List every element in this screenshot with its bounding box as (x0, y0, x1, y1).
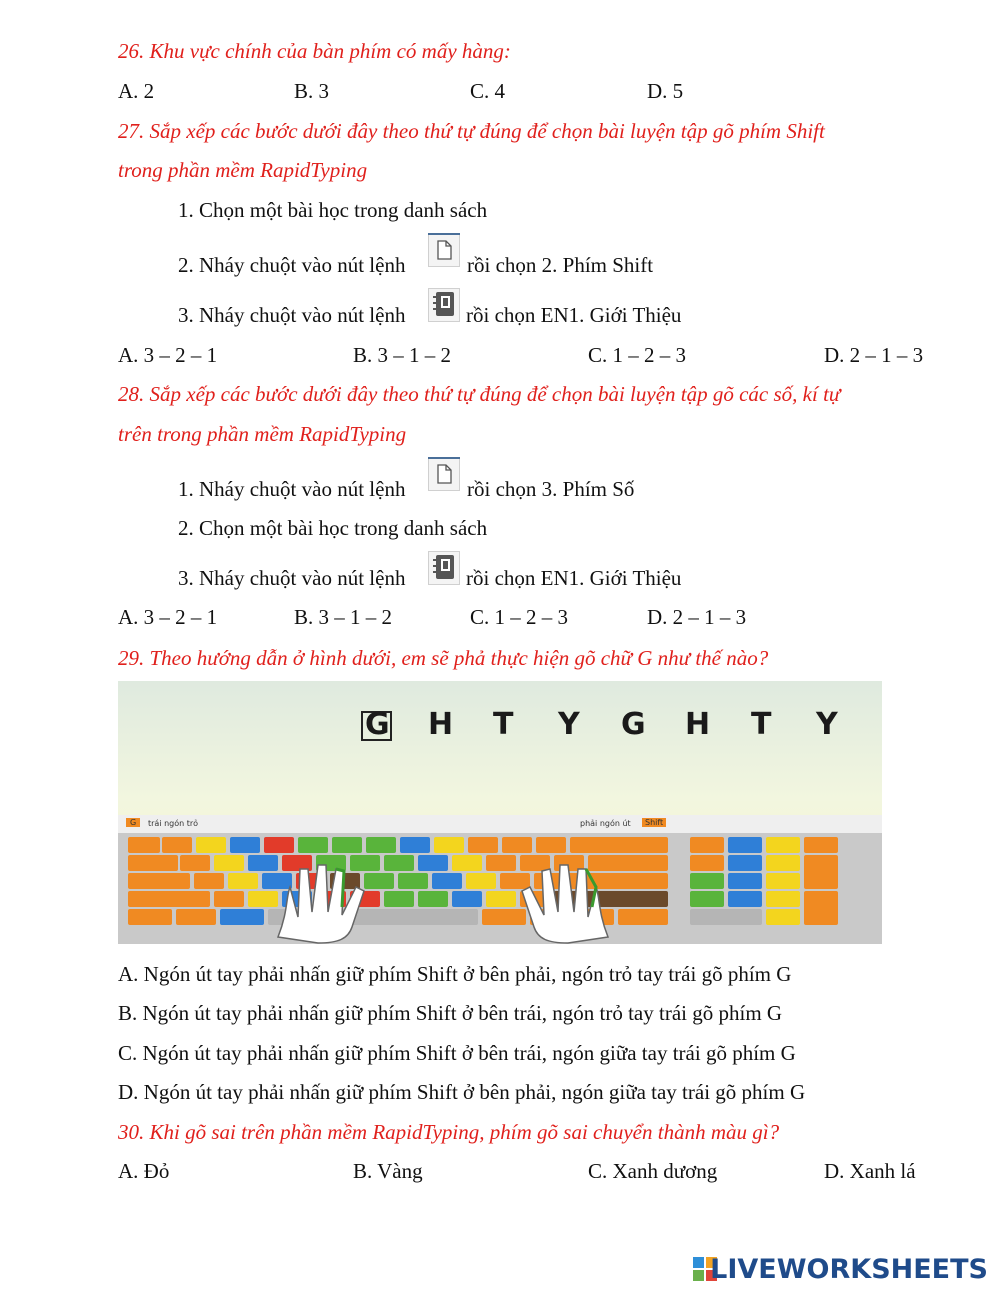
key (766, 855, 800, 871)
q27-step-2-after: rồi chọn 2. Phím Shift (467, 253, 654, 277)
key (728, 837, 762, 853)
q27-option-a[interactable]: A. 3 – 2 – 1 (118, 343, 218, 367)
key (176, 909, 216, 925)
key (128, 873, 190, 889)
question-29-number: 29. (118, 646, 145, 670)
document-icon (428, 457, 460, 491)
typing-char: G (621, 707, 646, 742)
q26-option-d[interactable]: D. 5 (647, 79, 684, 103)
key (366, 837, 396, 853)
typing-char: Y (816, 707, 838, 742)
key (228, 873, 258, 889)
key (418, 855, 448, 871)
key (180, 855, 210, 871)
key (452, 891, 482, 907)
key (804, 891, 838, 925)
key (618, 909, 668, 925)
key (728, 873, 762, 889)
finger-hint-bar (118, 815, 882, 833)
key (194, 873, 224, 889)
key (766, 873, 800, 889)
q27-option-b[interactable]: B. 3 – 1 – 2 (353, 343, 452, 367)
key (570, 837, 668, 853)
key (162, 837, 192, 853)
key (128, 891, 210, 907)
key (690, 855, 724, 871)
q30-option-c[interactable]: C. Xanh dương (588, 1159, 718, 1183)
key (400, 837, 430, 853)
virtual-keyboard (118, 815, 882, 944)
q28-step-3-text: 3. Nháy chuột vào nút lệnh (178, 566, 406, 590)
q30-option-b[interactable]: B. Vàng (353, 1159, 423, 1183)
q27-step-3-text: 3. Nháy chuột vào nút lệnh (178, 303, 406, 327)
hint-left-text: trái ngón trỏ (148, 819, 199, 828)
q28-option-a[interactable]: A. 3 – 2 – 1 (118, 605, 218, 629)
q28-option-c[interactable]: C. 1 – 2 – 3 (470, 605, 569, 629)
q29-option-b[interactable]: B. Ngón út tay phải nhấn giữ phím Shift ở bên trái, ngón trỏ tay trái gõ phím G (118, 1001, 783, 1025)
typing-char: H (428, 707, 454, 742)
q26-option-a[interactable]: A. 2 (118, 79, 155, 103)
key (128, 909, 172, 925)
q28-option-d[interactable]: D. 2 – 1 – 3 (647, 605, 747, 629)
q27-option-c[interactable]: C. 1 – 2 – 3 (588, 343, 687, 367)
key (728, 855, 762, 871)
question-27-line2: trong phần mềm RapidTyping (118, 158, 368, 182)
key (264, 837, 294, 853)
document-icon (428, 233, 460, 267)
notebook-icon (428, 551, 460, 585)
q30-option-d[interactable]: D. Xanh lá (824, 1159, 916, 1183)
key (502, 837, 532, 853)
key (804, 837, 838, 853)
typing-char: Y (558, 707, 580, 742)
question-29 (118, 645, 768, 671)
hint-left-key: G (126, 818, 140, 827)
q28-step-1-text: 1. Nháy chuột vào nút lệnh (178, 477, 406, 501)
key (452, 855, 482, 871)
key (230, 837, 260, 853)
question-29-text: Theo hướng dẫn ở hình dưới, em sẽ phả thực hiện gõ chữ G như thế nào? (149, 646, 769, 670)
q27-step-3-after: rồi chọn EN1. Giới Thiệu (466, 303, 682, 327)
key (432, 873, 462, 889)
key (332, 837, 362, 853)
notebook-icon (428, 288, 460, 322)
typing-char: G (365, 707, 390, 742)
key (728, 891, 762, 907)
key (766, 891, 800, 907)
key (536, 837, 566, 853)
key (214, 855, 244, 871)
q30-option-a[interactable]: A. Đỏ (118, 1159, 170, 1183)
key (128, 855, 178, 871)
hint-right-key: Shift (642, 818, 666, 827)
typing-char: T (751, 707, 772, 742)
key (804, 855, 838, 889)
key (434, 837, 464, 853)
q26-option-c[interactable]: C. 4 (470, 79, 506, 103)
key (128, 837, 160, 853)
typing-char: H (685, 707, 711, 742)
rapidtyping-keyboard-figure (118, 681, 882, 944)
liveworksheets-logo: LIVEWORKSHEETS (710, 1254, 988, 1285)
key (690, 891, 724, 907)
q27-step-2-text: 2. Nháy chuột vào nút lệnh (178, 253, 406, 277)
key (766, 909, 800, 925)
key (690, 837, 724, 853)
question-28-line1: 28. Sắp xếp các bước dưới đây theo thứ tự đúng để chọn bài luyện tập gõ các số, kí tự (118, 382, 841, 406)
key (398, 873, 428, 889)
left-hand-icon (268, 857, 398, 944)
q29-option-a[interactable]: A. Ngón út tay phải nhấn giữ phím Shift ở bên phải, ngón trỏ tay trái gõ phím G (118, 962, 792, 986)
key (690, 909, 762, 925)
q29-option-d[interactable]: D. Ngón út tay phải nhấn giữ phím Shift ở bên phải, ngón giữa tay trái gõ phím G (118, 1080, 806, 1104)
typing-char: T (493, 707, 514, 742)
key (690, 873, 724, 889)
key (196, 837, 226, 853)
key (220, 909, 264, 925)
q28-option-b[interactable]: B. 3 – 1 – 2 (294, 605, 393, 629)
q27-step-1: 1. Chọn một bài học trong danh sách (178, 198, 488, 222)
question-26: 26. Khu vực chính của bàn phím có mấy hàng: (118, 39, 511, 63)
question-30: 30. Khi gõ sai trên phần mềm RapidTyping, phím gõ sai chuyển thành màu gì? (118, 1120, 780, 1144)
q29-option-c[interactable]: C. Ngón út tay phải nhấn giữ phím Shift ở bên trái, ngón giữa tay trái gõ phím G (118, 1041, 796, 1065)
q26-option-b[interactable]: B. 3 (294, 79, 330, 103)
question-28-line2: trên trong phần mềm RapidTyping (118, 422, 407, 446)
right-hand-icon (488, 857, 618, 944)
q27-option-d[interactable]: D. 2 – 1 – 3 (824, 343, 924, 367)
q28-step-3-after: rồi chọn EN1. Giới Thiệu (466, 566, 682, 590)
key (418, 891, 448, 907)
q28-step-1-after: rồi chọn 3. Phím Số (467, 477, 635, 501)
key (766, 837, 800, 853)
key (298, 837, 328, 853)
key (214, 891, 244, 907)
question-27-line1: 27. Sắp xếp các bước dưới đây theo thứ tự đúng để chọn bài luyện tập gõ phím Shift (118, 119, 825, 143)
key (468, 837, 498, 853)
q28-step-2: 2. Chọn một bài học trong danh sách (178, 516, 488, 540)
hint-right-text: phải ngón út (580, 819, 631, 828)
